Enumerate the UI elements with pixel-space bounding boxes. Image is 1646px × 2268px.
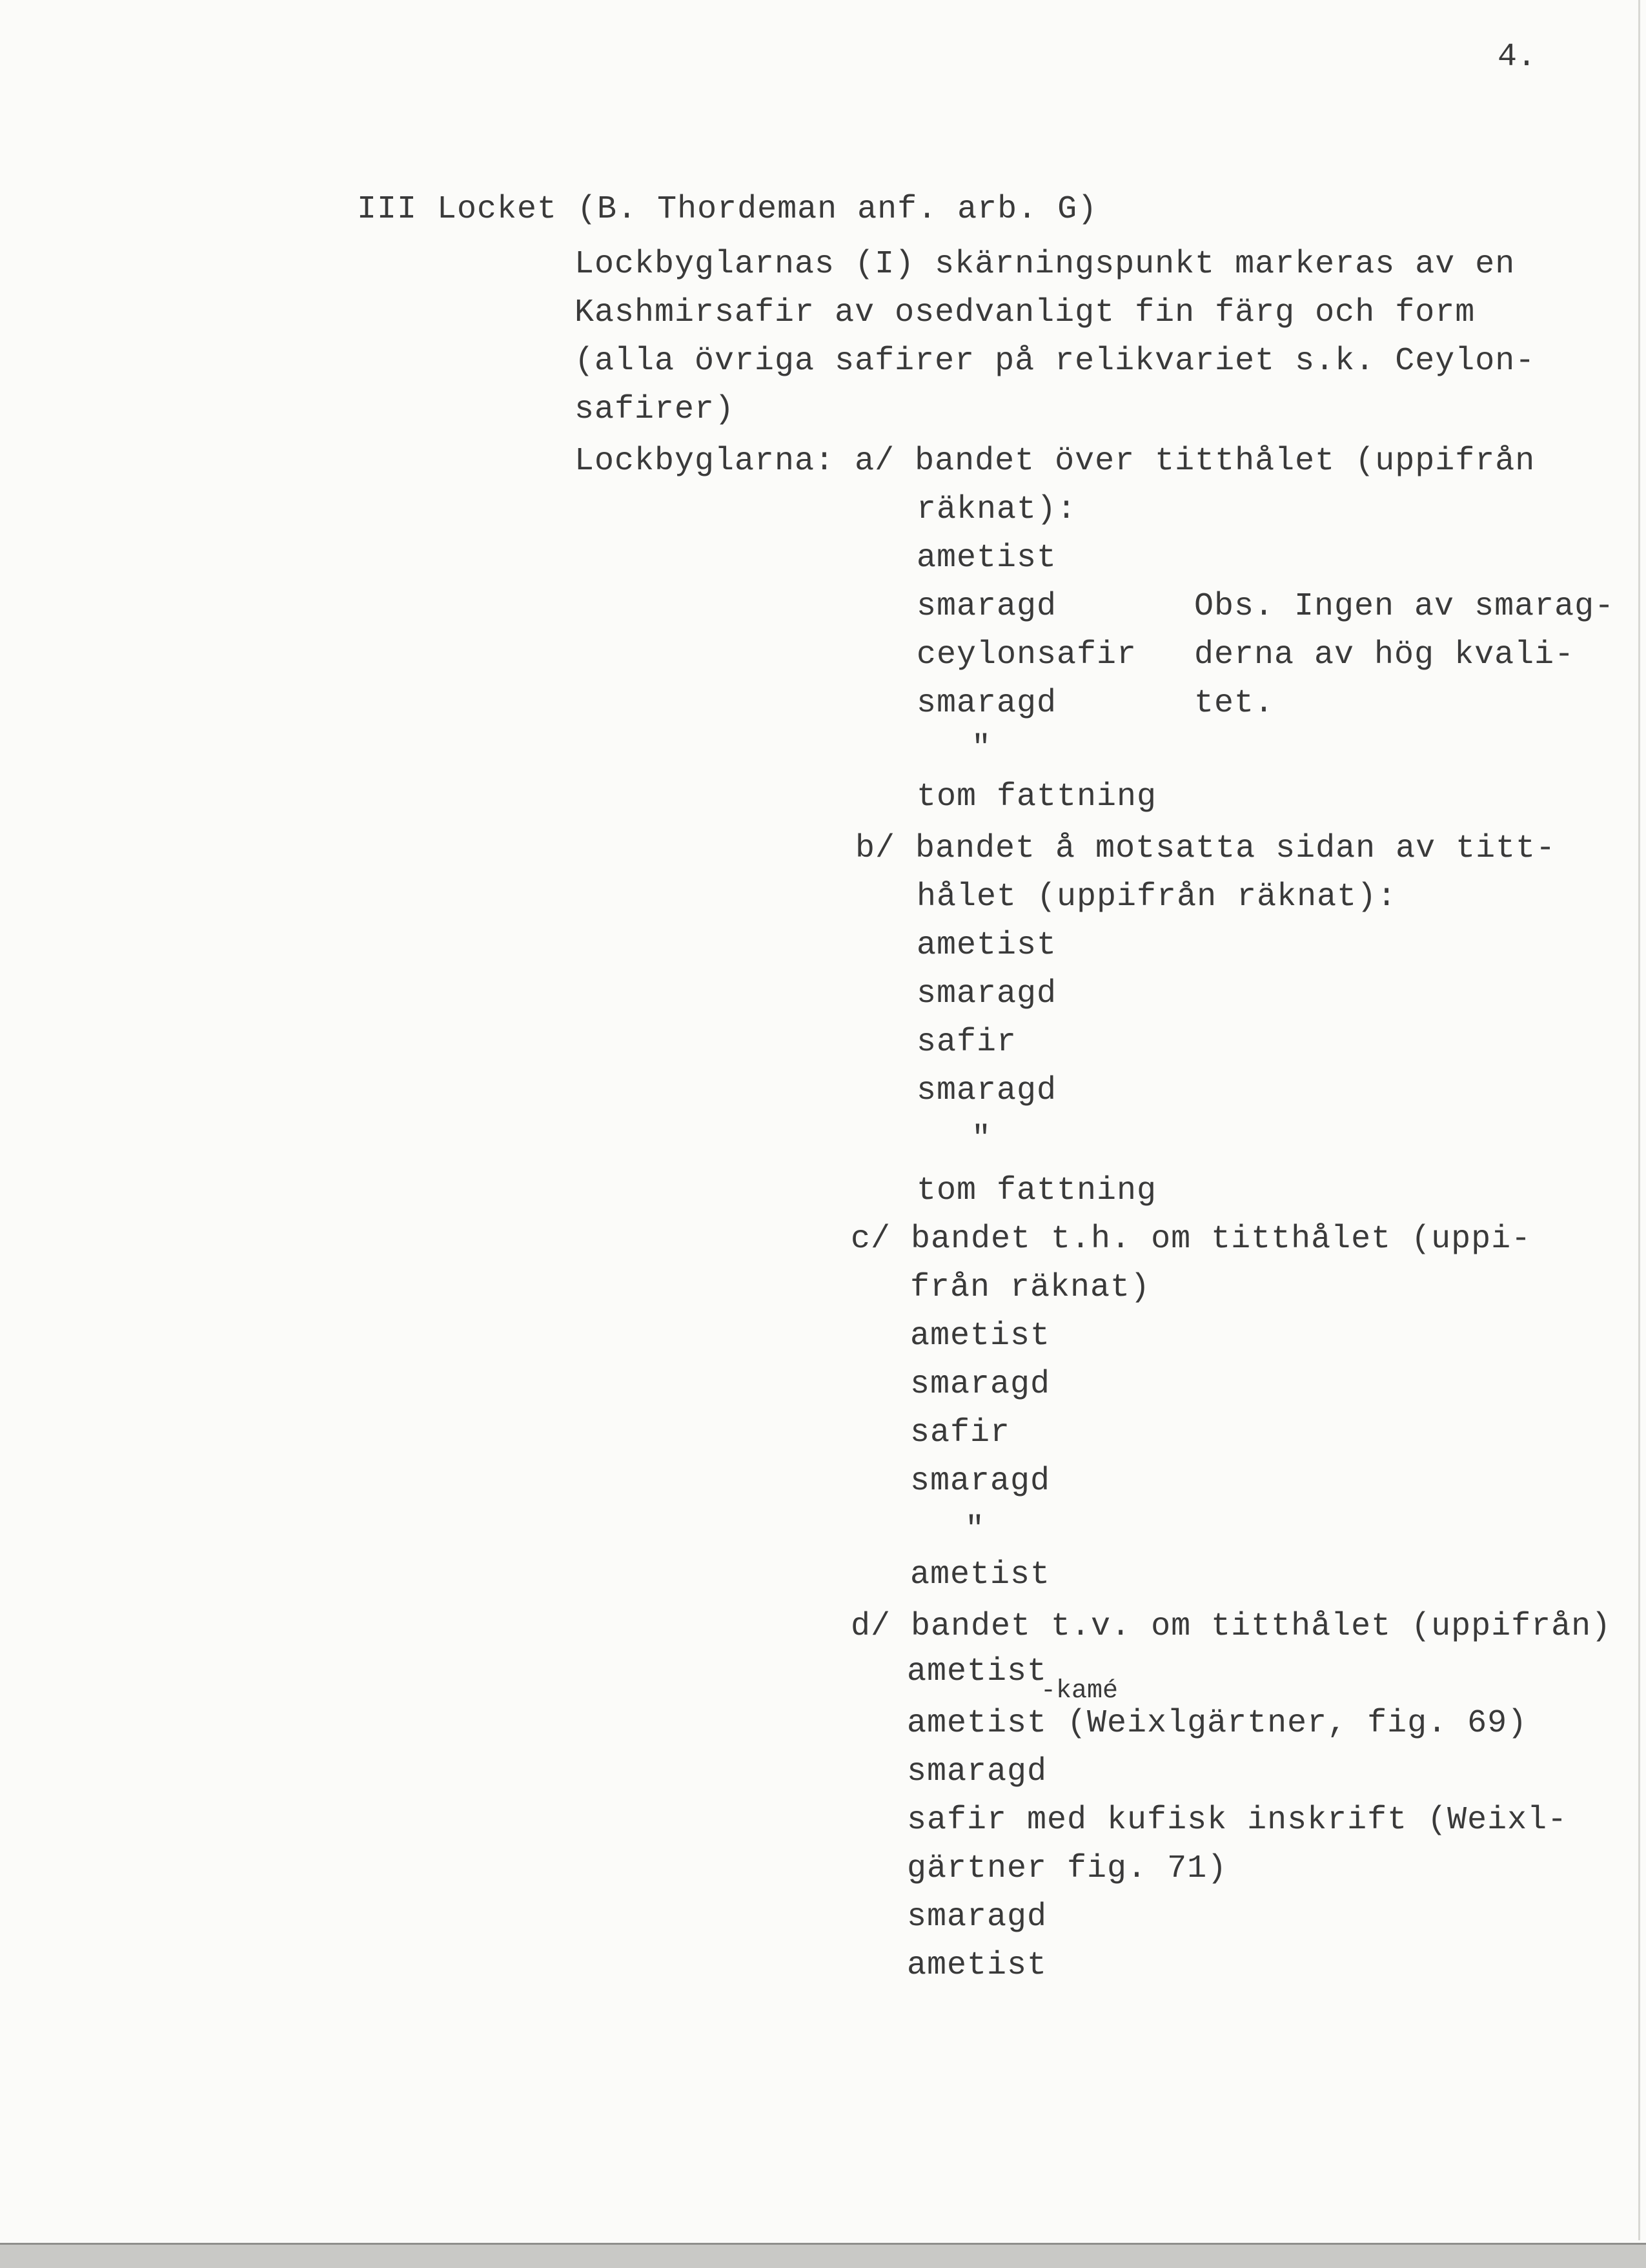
subscript-text: -kamé — [1041, 1677, 1119, 1706]
text-line: (alla övriga safirer på relikvariet s.k. Ceylon- — [574, 343, 1536, 380]
list-item: smaragd — [907, 1899, 1048, 1936]
list-item: tom fattning — [917, 1172, 1157, 1209]
list-item: ametist — [910, 1318, 1051, 1354]
list-item: safir med kufisk inskrift (Weixl- — [907, 1802, 1568, 1839]
ditto-mark: " — [971, 730, 992, 767]
list-item: smaragd — [917, 685, 1057, 722]
list-item: smaragd — [917, 976, 1057, 1012]
list-item: tom fattning — [917, 779, 1157, 815]
page-edge-bottom — [0, 2243, 1646, 2268]
text-line: Lockbyglarna: a/ bandet över titthålet (uppifrån — [574, 443, 1536, 480]
text-line: hålet (uppifrån räknat): — [917, 879, 1397, 915]
text-line: Lockbyglarnas (I) skärningspunkt markeras av en — [574, 246, 1516, 283]
text-line: d/ bandet t.v. om titthålet (uppifrån) — [851, 1608, 1612, 1645]
list-item: smaragd — [910, 1463, 1051, 1500]
list-item: ametist — [917, 927, 1057, 964]
text-line: från räknat) — [910, 1269, 1151, 1306]
ditto-mark: " — [971, 1121, 992, 1158]
text-line: safirer) — [574, 391, 735, 428]
list-item: safir — [910, 1415, 1011, 1451]
ditto-mark: " — [965, 1511, 986, 1548]
list-item: gärtner fig. 71) — [907, 1850, 1228, 1887]
list-item: ametist — [907, 1653, 1048, 1690]
list-item: ametist — [907, 1947, 1048, 1984]
list-item: ametist — [917, 540, 1057, 577]
section-heading: III Locket (B. Thordeman anf. arb. G) — [357, 191, 1098, 228]
list-item: smaragd — [910, 1366, 1051, 1403]
note-line: derna av hög kvali- — [1194, 637, 1575, 673]
note-line: Obs. Ingen av smarag- — [1194, 588, 1615, 625]
text-line: räknat): — [917, 491, 1077, 528]
page-edge-right — [1638, 0, 1640, 2240]
list-item: ametist (Weixlgärtner, fig. 69) — [907, 1705, 1528, 1742]
text-line: Kashmirsafir av osedvanligt fin färg och form — [574, 294, 1476, 331]
text-line: c/ bandet t.h. om titthålet (uppi- — [851, 1221, 1532, 1258]
list-item: ametist — [910, 1557, 1051, 1593]
page-number: 4. — [1498, 39, 1537, 76]
text-line: b/ bandet å motsatta sidan av titt- — [855, 830, 1556, 867]
list-item: smaragd — [917, 1072, 1057, 1109]
list-item: ceylonsafir — [917, 637, 1137, 673]
list-item: smaragd — [907, 1753, 1048, 1790]
list-item: safir — [917, 1024, 1017, 1061]
note-line: tet. — [1194, 685, 1275, 722]
list-item: smaragd — [917, 588, 1057, 625]
